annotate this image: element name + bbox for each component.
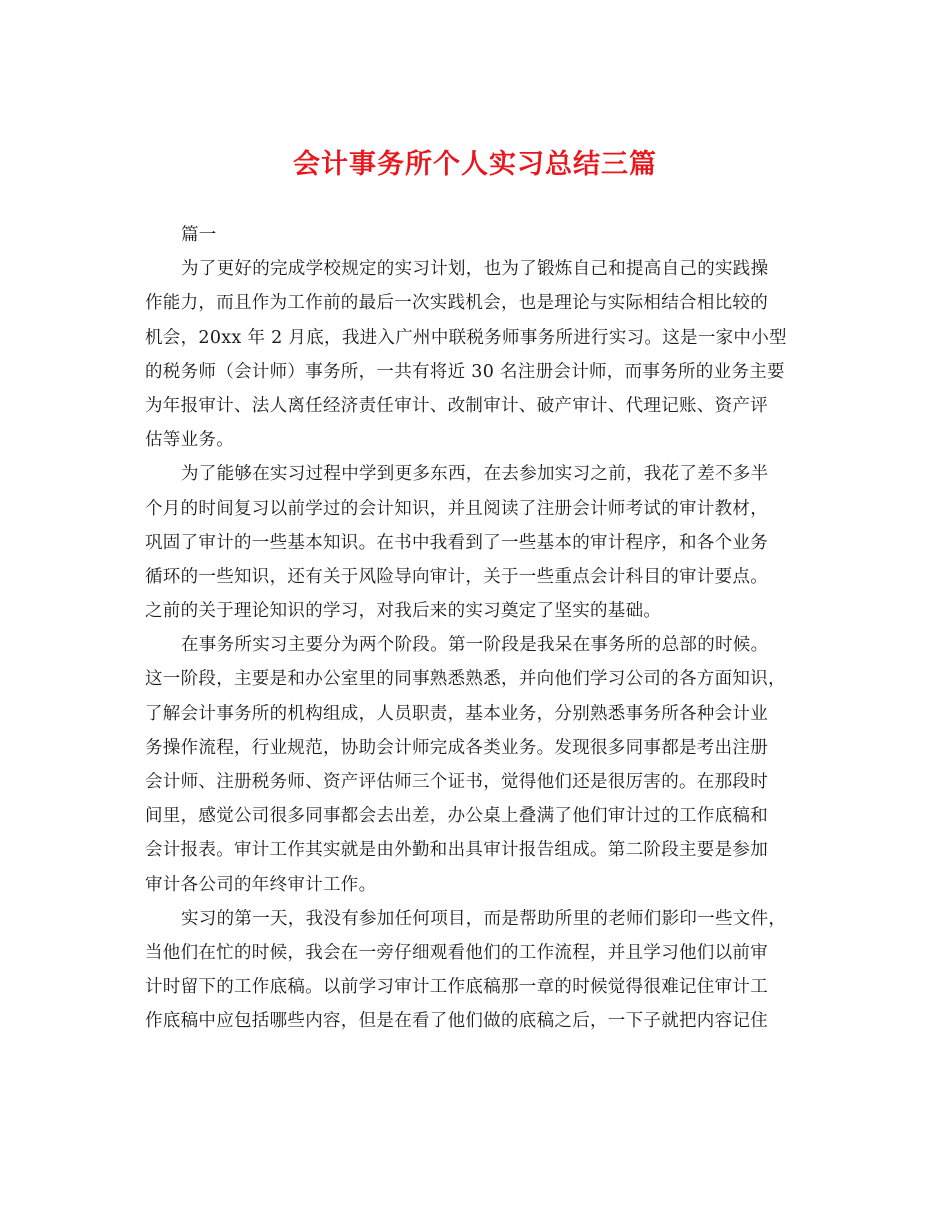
document-body xyxy=(145,218,805,1039)
paragraph-line: 为年报审计、法人离任经济责任审计、改制审计、破产审计、代理记账、资产评 xyxy=(145,395,768,416)
paragraph-line: 间里，感觉公司很多同事都会去出差，办公桌上叠满了他们审计过的工作底稿和 xyxy=(145,806,768,827)
paragraph-line: 务操作流程，行业规范，协助会计师完成各类业务。发现很多同事都是考出注册 xyxy=(145,737,768,758)
paragraph-line: 的税务师（会计师）事务所，一共有将近 30 名注册会计师，而事务所的业务主要 xyxy=(145,361,785,382)
paragraph-line: 之前的关于理论知识的学习，对我后来的实习奠定了坚实的基础。 xyxy=(145,601,662,622)
paragraph-line: 当他们在忙的时候，我会在一旁仔细观看他们的工作流程，并且学习他们以前审 xyxy=(145,942,768,963)
paragraph-line: 机会，20xx 年 2 月底，我进入广州中联税务师事务所进行实习。这是一家中小型 xyxy=(145,327,787,348)
paragraph-line: 循环的一些知识，还有关于风险导向审计，关于一些重点会计科目的审计要点。 xyxy=(145,566,768,587)
paragraph-line: 这一阶段，主要是和办公室里的同事熟悉熟悉，并向他们学习公司的各方面知识， xyxy=(145,669,786,690)
paragraph-line: 作能力，而且作为工作前的最后一次实践机会，也是理论与实际相结合相比较的 xyxy=(145,293,768,314)
paragraph-line: 为了更好的完成学校规定的实习计划，也为了锻炼自己和提高自己的实践操 xyxy=(181,259,769,280)
paragraph-line: 会计报表。审计工作其实就是由外勤和出具审计报告组成。第二阶段主要是参加 xyxy=(145,840,768,861)
paragraph-line: 作底稿中应包括哪些内容，但是在看了他们做的底稿之后，一下子就把内容记住 xyxy=(145,1011,768,1032)
section-heading: 篇一 xyxy=(181,225,217,245)
paragraph-line: 实习的第一天，我没有参加任何项目，而是帮助所里的老师们影印一些文件， xyxy=(181,908,787,929)
paragraph-line: 在事务所实习主要分为两个阶段。第一阶段是我呆在事务所的总部的时候。 xyxy=(181,635,769,656)
paragraph-line: 计时留下的工作底稿。以前学习审计工作底稿那一章的时候觉得很难记住审计工 xyxy=(145,977,768,998)
paragraph-line: 了解会计事务所的机构组成，人员职责，基本业务，分别熟悉事务所各种会计业 xyxy=(145,703,768,724)
paragraph-line: 审计各公司的年终审计工作。 xyxy=(145,874,377,895)
paragraph-line: 巩固了审计的一些基本知识。在书中我看到了一些基本的审计程序，和各个业务 xyxy=(145,532,768,553)
paragraph-line: 为了能够在实习过程中学到更多东西，在去参加实习之前，我花了差不多半 xyxy=(181,464,769,485)
paragraph-line: 估等业务。 xyxy=(145,430,234,451)
paragraph-line: 会计师、注册税务师、资产评估师三个证书，觉得他们还是很厉害的。在那段时 xyxy=(145,772,768,792)
paragraph-line: 个月的时间复习以前学过的会计知识，并且阅读了注册会计师考试的审计教材， xyxy=(145,498,768,519)
document-title: 会计事务所个人实习总结三篇 xyxy=(293,149,657,180)
